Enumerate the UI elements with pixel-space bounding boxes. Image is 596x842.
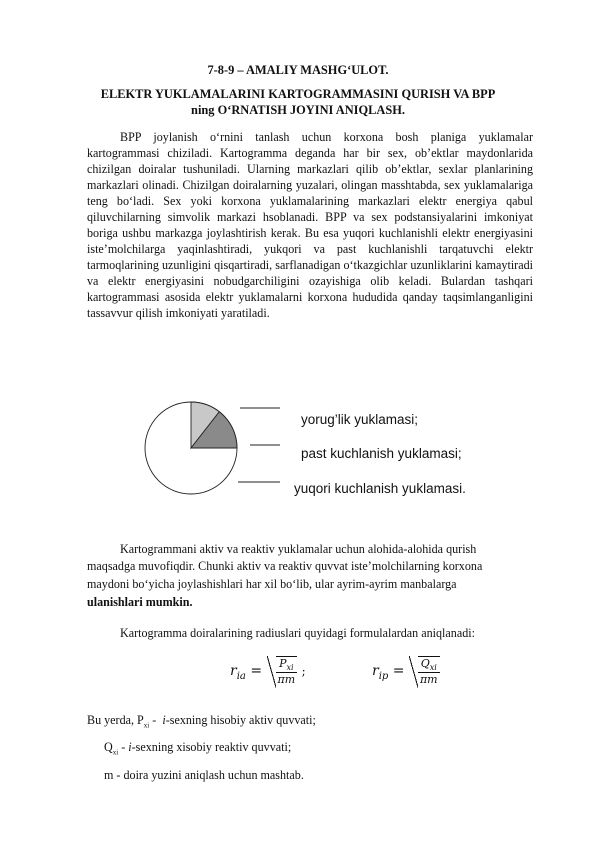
practical-title: 7-8-9 – AMALIY MASHG‘ULOT. — [207, 63, 389, 77]
definition-reactive-power: $Q_{xi}$ - i-sexning xisobiy reaktiv quvvati; — [104, 740, 292, 757]
formula-intro: Kartogramma doiralarining radiuslari quyidagi formulalardan aniqlanadi: — [120, 626, 475, 640]
paragraph2-line2: maqsadga muvofiqdir. Chunki aktiv va reaktiv quvvat iste’molchilarning korxona — [87, 559, 483, 573]
intro-paragraph: BPP joylanish o‘rnini tanlash uchun korxona bosh planiga yuklamalar kartogrammasi chiziladi. Kartogramma deganda har bir sex, ob’ektlar maydonlarida chizilgan doiralar tushuniladi. Ularning markazlari qilib ob’ektlar, sexlar planlarining markazlari olinadi. Chizilgan doiralarning yuzalari, olingan masshtabda, sex yuklamalariga teng bo‘ladi. Sex yoki korxona yuklamalarining markazlari elektr energiya qabul qiluvchilarning simvolik markazi hsoblanadi. BPP va sex podstansiyalarini imkoniyat boriga ushbu markazga joylashtirish kerak. Bu esa yuqori kuchlanishli elektr energiyasini iste’molchilarga yaqinlashtiradi, yukqori va past kuchlanishli tarqatuvchi elektr tarmoqlarining uzunligini qisqartiradi, sarflanadigan o‘tkazgichlar uzunliklarini kamaytiradi va elektr energiyasini nobudgarchiligini ozayishiga olib keladi. Bulardan tashqari kartogrammasi asosida elektr yuklamalarni korxona hududida qanday taqsimlanganligini tassavvur qilish imkoniyati yaratiladi. — [87, 130, 533, 320]
paragraph2-line4: ulanishlari mumkin. — [87, 595, 193, 609]
formula-ria: $r_{ia}$ = $\frac{P_{xi}}{\pi m}$ ; — [230, 657, 306, 687]
formula-rip: $r_{ip}$ = $\frac{Q_{xi}}{\pi m}$ — [372, 657, 438, 687]
document-title-line2: ning O‘RNATISH JOYINI ANIQLASH. — [191, 103, 405, 117]
legend-leader-lines — [230, 400, 290, 490]
definition-scale: m - doira yuzini aniqlash uchun mashtab. — [104, 768, 304, 782]
definition-active-power: Bu yerda, $P_{xi}$ - i-sexning hisobiy aktiv quvvati; — [87, 713, 316, 730]
paragraph2-line1: Kartogrammani aktiv va reaktiv yuklamalar uchun alohida-alohida qurish — [120, 542, 477, 556]
paragraph2-line3: maydoni bo‘yicha joylashishlari har xil bo‘lib, ular ayrim-ayrim manbalarga — [87, 577, 457, 591]
legend-low-voltage-load: past kuchlanish yuklamasi; — [301, 446, 462, 461]
legend-high-voltage-load: yuqori kuchlanish yuklamasi. — [294, 481, 466, 496]
document-title-line1: ELEKTR YUKLAMALARINI KARTOGRAMMASINI QURISH VA BPP — [100, 87, 496, 101]
legend-lighting-load: yorug’lik yuklamasi; — [301, 412, 419, 427]
